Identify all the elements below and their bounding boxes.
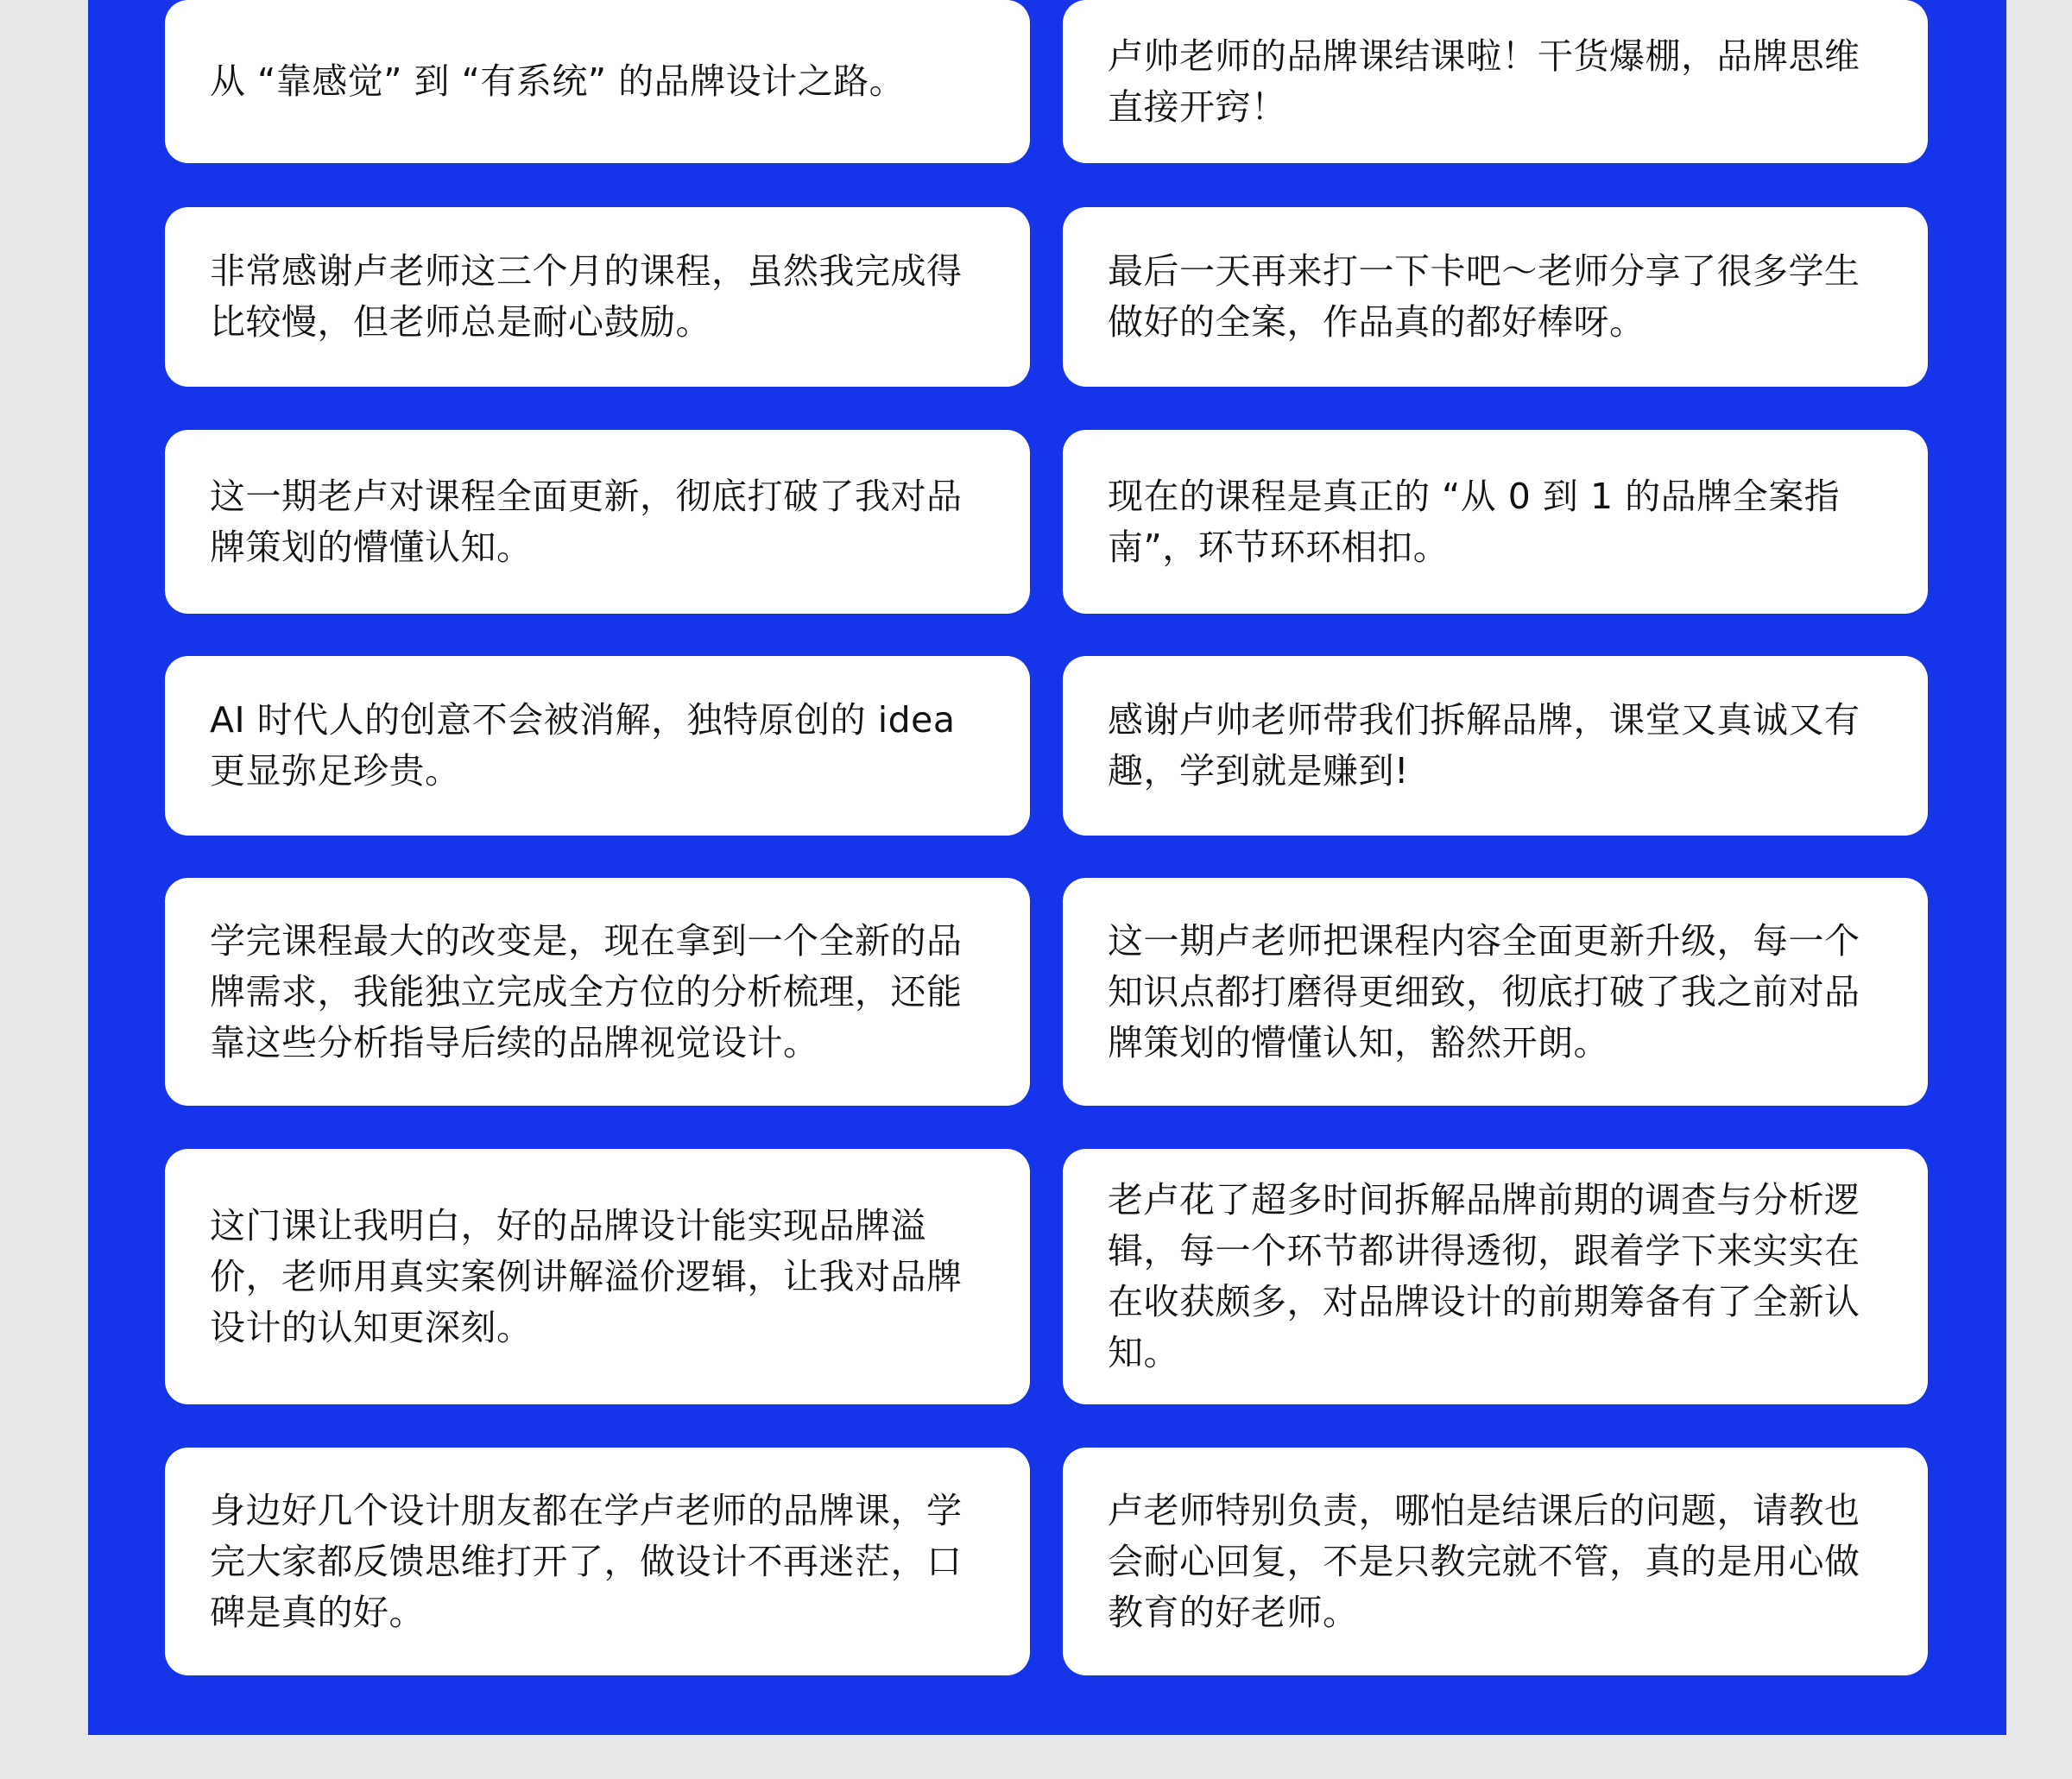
testimonial-text: 学完课程最大的改变是，现在拿到一个全新的品牌需求，我能独立完成全方位的分析梳理，还能靠这些分析指导后续的品牌视觉设计。 <box>210 919 963 1063</box>
testimonial-card <box>165 1448 1030 1675</box>
testimonial-text: 卢帅老师的品牌课结课啦！干货爆棚，品牌思维直接开窍！ <box>1108 35 1860 128</box>
testimonial-card <box>1063 656 1928 836</box>
testimonial-card <box>1063 207 1928 387</box>
testimonial-card <box>165 0 1030 163</box>
testimonial-text: 卢老师特别负责，哪怕是结课后的问题，请教也会耐心回复，不是只教完就不管，真的是用心做教育的好老师。 <box>1108 1489 1860 1633</box>
testimonial-text: 身边好几个设计朋友都在学卢老师的品牌课，学完大家都反馈思维打开了，做设计不再迷茫，口碑是真的好。 <box>210 1489 963 1633</box>
testimonial-card <box>165 207 1030 387</box>
testimonial-text: 老卢花了超多时间拆解品牌前期的调查与分析逻辑，每一个环节都讲得透彻，跟着学下来实实在在收获颇多，对品牌设计的前期筹备有了全新认知。 <box>1108 1179 1860 1373</box>
testimonial-card <box>165 430 1030 614</box>
testimonial-text: 现在的课程是真正的 “从 0 到 1 的品牌全案指南”，环节环环相扣。 <box>1108 475 1841 568</box>
testimonial-card <box>1063 1149 1928 1404</box>
testimonial-text: 这门课让我明白，好的品牌设计能实现品牌溢价，老师用真实案例讲解溢价逻辑，让我对品牌设计的认知更深刻。 <box>210 1204 963 1348</box>
testimonial-card <box>1063 430 1928 614</box>
testimonial-text: 从 “靠感觉” 到 “有系统” 的品牌设计之路。 <box>210 60 906 102</box>
testimonial-text: 非常感谢卢老师这三个月的课程，虽然我完成得比较慢，但老师总是耐心鼓励。 <box>210 250 963 343</box>
testimonial-text: 感谢卢帅老师带我们拆解品牌，课堂又真诚又有趣，学到就是赚到! <box>1108 699 1860 792</box>
testimonial-text: 最后一天再来打一下卡吧～老师分享了很多学生做好的全案，作品真的都好棒呀。 <box>1108 250 1860 343</box>
testimonial-card <box>1063 878 1928 1106</box>
testimonial-card <box>165 1149 1030 1404</box>
testimonial-text: 这一期老卢对课程全面更新，彻底打破了我对品牌策划的懵懂认知。 <box>210 475 963 568</box>
testimonial-card <box>165 878 1030 1106</box>
testimonial-card <box>165 656 1030 836</box>
testimonial-text: 这一期卢老师把课程内容全面更新升级，每一个知识点都打磨得更细致，彻底打破了我之前对品牌策划的懵懂认知，豁然开朗。 <box>1108 919 1860 1063</box>
testimonial-card <box>1063 0 1928 163</box>
testimonial-card <box>1063 1448 1928 1675</box>
testimonial-text: AI 时代人的创意不会被消解，独特原创的 idea 更显弥足珍贵。 <box>210 699 956 792</box>
